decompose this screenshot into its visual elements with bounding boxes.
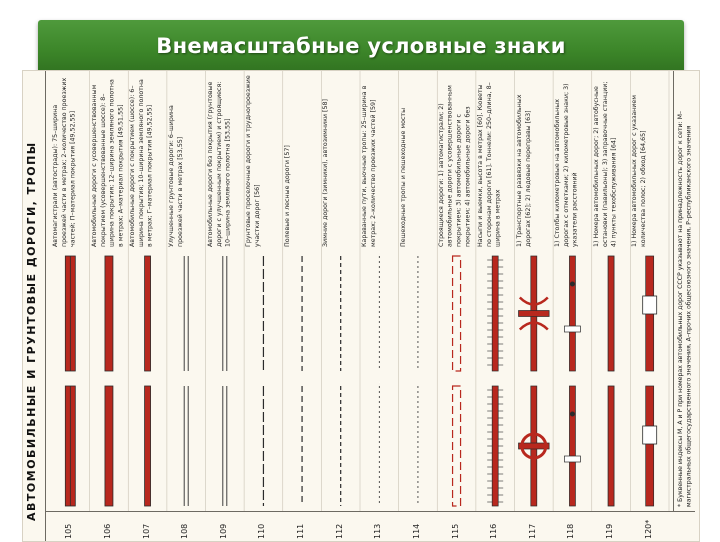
- road-symbol-red: [105, 256, 113, 371]
- row-number: 105: [64, 523, 74, 539]
- slide-title-bar: [38, 20, 684, 76]
- kilometer-sign: [564, 326, 580, 332]
- row-number: 115: [450, 523, 460, 539]
- road-with-markers: [569, 386, 575, 506]
- road-embankment: [492, 256, 498, 371]
- row-description: Зимние дороги (зимники), автозимники [58]: [322, 99, 330, 247]
- row-description: 1) Транспортные развязки на автомобильных дорогах [62]; 2) ледовые переправы [63]: [515, 94, 532, 247]
- row-number: 107: [141, 523, 151, 539]
- numbered-road: [646, 386, 654, 506]
- row-description: Улучшенные грунтовые дороги: 6–ширина проезжей части в метрах [53,55]: [167, 105, 184, 247]
- row-description: Полевые и лесные дороги [57]: [283, 145, 291, 247]
- row-number: 116: [489, 523, 499, 539]
- road-under-construction: [453, 386, 461, 506]
- row-number: 110: [257, 523, 267, 539]
- road-symbol-red: [145, 386, 151, 506]
- legend-symbols: [23, 71, 699, 541]
- row-description: Автомагистрали (автострады): 75–ширина проезжей части в метрах; 2–количество проезжих частей; П–материал покрытия [49,52,55]: [52, 77, 77, 247]
- row-number: 120*: [643, 519, 653, 539]
- road-symbol-red: [145, 256, 151, 371]
- legend-footnote: * Буквенные индексы М, А и Р при номерах автомобильных дорог СССР указывают на принадлежность дорог к сети: М–магистральных общегосударственного значения, А–прочих общесоюзного значения, Р–республиканского значения: [677, 110, 693, 507]
- row-description: 1) Номера автомобильных дорог; 2) автобусные остановки (павильоны); 3) заправочные станции; 4) пункты техобслуживания [64]: [592, 81, 618, 247]
- row-number: 114: [411, 523, 421, 539]
- legend-heading: АВТОМОБИЛЬНЫЕ И ГРУНТОВЫЕ ДОРОГИ, ТРОПЫ: [25, 141, 38, 521]
- row-description: Автомобильные дороги с усовершенствованным покрытием (усовершенствованные шоссе): 8–ширина покрытия; 12–ширина земляного полотна в метрах; А–материал покрытия [49,51,55]: [90, 79, 125, 247]
- road-embankment: [492, 386, 498, 506]
- row-number: 108: [180, 523, 190, 539]
- row-number: 109: [218, 523, 228, 539]
- row-description: 1) Столбы километровые на автомобильных дорогах с отметками; 2) километровые знаки; 3) указатели расстояний: [554, 83, 579, 247]
- row-description: Насыпи и выемки, высота в метрах [60]. Кюветы по сторонам дороги [61]. Тоннели: 250–длина, 8–ширина в метрах: [476, 82, 502, 247]
- row-description: Строящиеся дороги: 1) автомагистрали; 2) автомобильные дороги с усовершенствованным покрытием; 3) автомобильные дороги с покрытием; 4) автомобильные дороги без: [438, 85, 472, 247]
- row-number: 112: [334, 523, 344, 539]
- row-description: Грунтовые проселочные дороги и труднопроезжие участки дорог [56]: [245, 75, 261, 247]
- row-description: Караванные пути, вьючные тропы: 25–ширина в метрах; 2–количество проезжих частей [59]: [361, 85, 377, 247]
- interchange-crossroad: [519, 311, 550, 317]
- row-description: 1) Номера автомобильных дорог с указанием количества полос; 2) обход [64,65]: [631, 94, 648, 247]
- row-number: 106: [102, 523, 112, 539]
- kilometer-post: [570, 412, 575, 417]
- road-symbol-red: [608, 386, 614, 506]
- row-description: Пешеходные тропы и пешеходные мосты: [399, 107, 407, 247]
- road-symbol-red: [105, 386, 113, 506]
- road-number-box: [643, 426, 657, 444]
- road-symbol-red: [608, 256, 614, 371]
- row-number: 113: [373, 523, 383, 539]
- row-description: Автомобильные дороги с покрытием (шоссе): 6–ширина покрытия; 10–ширина земляного полотна в метрах; Г–материал покрытия [49,52,55]: [129, 79, 154, 247]
- row-number: 119: [605, 523, 615, 539]
- row-number: 117: [527, 523, 537, 539]
- kilometer-sign: [564, 456, 580, 462]
- row-description: Автомобильные дороги без покрытия (грунтовые дороги с улучшенным покрытием) и строящиеся: 10–ширина земляного полотна [53,55]: [206, 81, 232, 247]
- road-with-markers: [569, 256, 575, 371]
- road-number-box: [643, 296, 657, 314]
- road-under-construction: [453, 256, 461, 371]
- slide-title: Внемасштабные условные знаки: [156, 34, 566, 58]
- row-number: 118: [566, 523, 576, 539]
- legend-sheet: [22, 70, 700, 542]
- kilometer-post: [570, 282, 575, 287]
- row-number: 111: [296, 523, 306, 539]
